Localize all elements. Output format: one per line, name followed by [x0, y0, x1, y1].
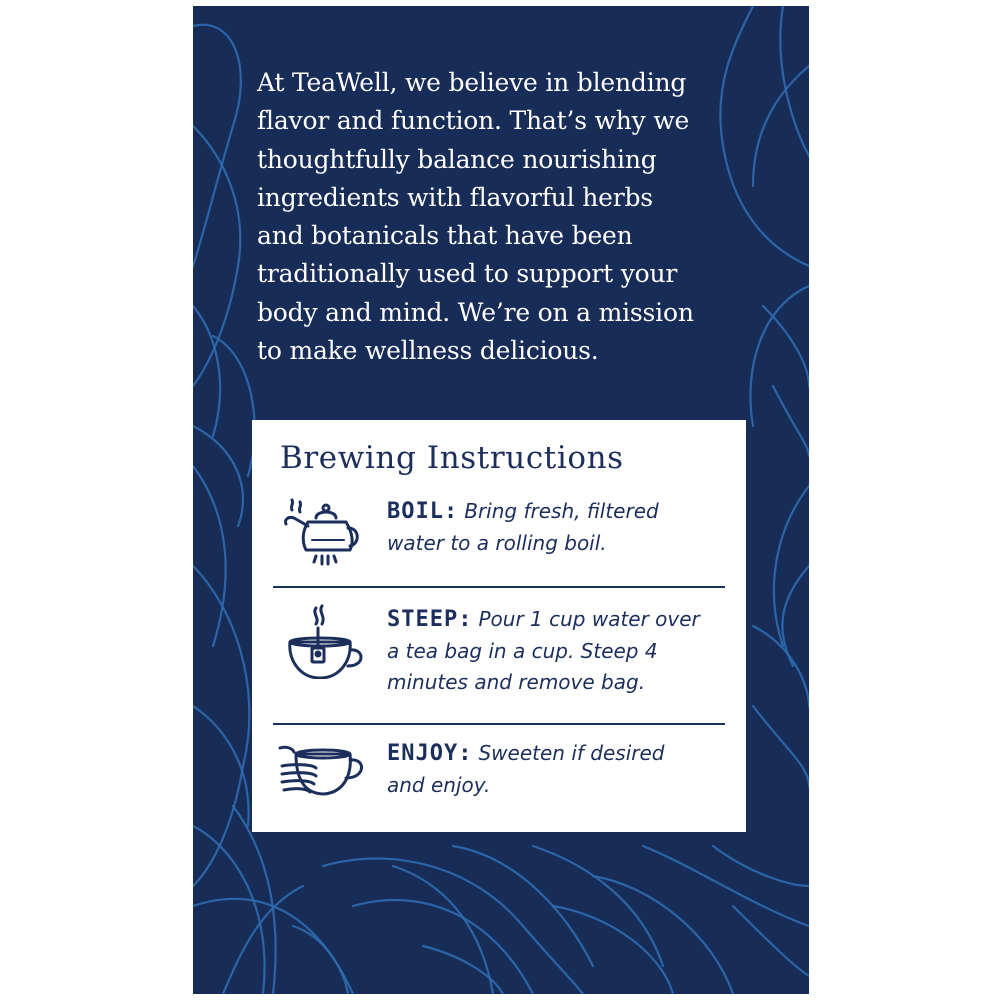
step-enjoy-line: Sweeten if desired — [478, 741, 665, 765]
hand-holding-cup-icon — [272, 738, 372, 813]
intro-line: At TeaWell, we believe in blending — [257, 68, 687, 97]
brand-intro-text — [257, 64, 727, 370]
step-steep-text — [387, 604, 732, 699]
step-enjoy-line: and enjoy. — [387, 772, 491, 797]
intro-line: thoughtfully balance nourishing — [257, 144, 657, 174]
card-title: Brewing Instructions — [280, 440, 624, 476]
step-boil-line: water to a rolling boil. — [387, 530, 607, 555]
tea-box-panel — [193, 6, 809, 994]
step-enjoy-text — [387, 738, 732, 801]
intro-line: body and mind. We’re on a mission — [257, 297, 694, 327]
step-boil-line: Bring fresh, filtered — [464, 499, 659, 523]
kettle-icon — [272, 496, 372, 571]
intro-line: ingredients with flavorful herbs — [257, 182, 653, 212]
divider — [273, 723, 725, 725]
step-steep-line: a tea bag in a cup. Steep 4 — [387, 638, 658, 663]
step-boil-label: BOIL: — [387, 499, 459, 524]
step-enjoy-label: ENJOY: — [387, 741, 473, 766]
step-boil-text — [387, 496, 732, 559]
step-steep-line: minutes and remove bag. — [387, 670, 646, 694]
intro-line: flavor and function. That’s why we — [257, 106, 690, 136]
teacup-icon — [272, 604, 372, 679]
intro-line: traditionally used to support your — [257, 259, 678, 289]
brewing-instructions-card — [252, 420, 746, 832]
step-steep-line: Pour 1 cup water over — [478, 607, 700, 631]
intro-line: and botanicals that have been — [257, 221, 633, 251]
divider — [273, 586, 725, 588]
intro-line: to make wellness delicious. — [257, 336, 599, 366]
step-steep-label: STEEP: — [387, 607, 473, 632]
